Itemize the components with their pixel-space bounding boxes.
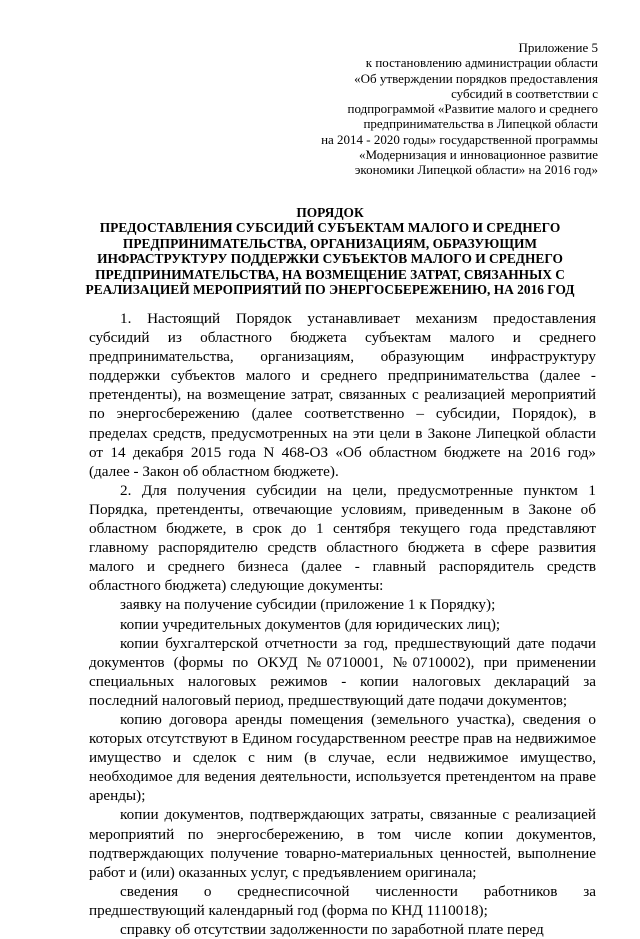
appendix-line: Приложение 5 bbox=[518, 40, 598, 55]
document-body bbox=[89, 309, 596, 939]
list-item-lease: копию договора аренды помещения (земельного участка), сведения о которых отсутствуют в Едином государственном реестре прав на недвижимое имущество и сделок с ним (в случае, если недвижимое имущество, необходимое для ведения деятельности, используется претендентом на праве аренды); bbox=[89, 710, 596, 805]
list-item-application: заявку на получение субсидии (приложение 1 к Порядку); bbox=[120, 596, 496, 614]
appendix-line: подпрограммой «Развитие малого и среднего bbox=[347, 101, 598, 117]
appendix-line: на 2014 - 2020 годы» государственной программы bbox=[321, 131, 598, 147]
list-item-headcount: сведения о среднесписочной численности работников за предшествующий календарный год (форма по КНД 1110018); bbox=[89, 882, 596, 919]
title-heading: ПОРЯДОК bbox=[296, 205, 364, 220]
list-item-expenses: копии документов, подтверждающих затраты, связанные с реализацией мероприятий по энергосбережению, в том числе копии документов, подтверждающих получение товарно-материальных ценностей, выполнение работ и (или) оказанных услуг, с предъявлением оригинала; bbox=[89, 806, 596, 881]
list-item-accounting: копии бухгалтерской отчетности за год, предшествующий дате подачи документов (формы по ОКУД №0710001, №0710002), при применении специальных налоговых режимов - копии налоговых деклараций за последний налоговый период, предшествующий дате подачи документов; bbox=[89, 634, 596, 709]
document-title bbox=[60, 205, 600, 297]
list-item-salary-debt: справку об отсутствии задолженности по заработной плате перед bbox=[120, 921, 544, 938]
appendix-line: субсидий в соответствии с bbox=[451, 85, 598, 101]
title-line: РЕАЛИЗАЦИЕЙ МЕРОПРИЯТИЙ ПО ЭНЕРГОСБЕРЕЖЕНИЮ, НА 2016 ГОД bbox=[85, 282, 575, 298]
appendix-line: экономики Липецкой области» на 2016 год» bbox=[354, 162, 598, 178]
list-item-founding-docs: копии учредительных документов (для юридических лиц); bbox=[120, 615, 501, 633]
appendix-line: «Об утверждении порядков предоставления bbox=[354, 70, 598, 86]
appendix-header bbox=[278, 40, 598, 178]
title-line: ИНФРАСТРУКТУРУ ПОДДЕРЖКИ СУБЪЕКТОВ МАЛОГО И СРЕДНЕГО bbox=[97, 251, 563, 267]
title-line: ПРЕДОСТАВЛЕНИЯ СУБСИДИЙ СУБЪЕКТАМ МАЛОГО И СРЕДНЕГО bbox=[99, 220, 561, 236]
appendix-line: к постановлению администрации области bbox=[365, 55, 598, 71]
title-line: ПРЕДПРИНИМАТЕЛЬСТВА, ОРГАНИЗАЦИЯМ, ОБРАЗУЮЩИМ bbox=[122, 235, 538, 251]
title-line: ПРЕДПРИНИМАТЕЛЬСТВА, НА ВОЗМЕЩЕНИЕ ЗАТРАТ, СВЯЗАННЫХ С bbox=[95, 266, 565, 282]
paragraph-1: 1. Настоящий Порядок устанавливает механизм предоставления субсидий из областного бюджета субъектам малого и среднего предпринимательства, организациям, образующим инфраструктуру поддержки субъектов малого и среднего предпринимательства (далее - претенденты), на возмещение затрат, связанных с реализацией мероприятий по энергосбережению (далее соответственно – субсидии, Порядок), в пределах средств, предусмотренных на эти цели в Законе Липецкой области от 14 декабря 2015 года N 468-ОЗ «Об областном бюджете на 2016 год» (далее - Закон об областном бюджете). bbox=[89, 310, 596, 480]
appendix-line: предпринимательства в Липецкой области bbox=[363, 116, 598, 132]
appendix-line: «Модернизация и инновационное развитие bbox=[359, 147, 598, 163]
paragraph-2: 2. Для получения субсидии на цели, предусмотренные пунктом 1 Порядка, претенденты, отвечающие условиям, приведенным в Законе об областном бюджете, в срок до 1 сентября текущего года представляют главному распорядителю средств областного бюджета в сфере развития малого и среднего бизнеса (далее - главный распорядитель средств областного бюджета) следующие документы: bbox=[89, 481, 596, 595]
